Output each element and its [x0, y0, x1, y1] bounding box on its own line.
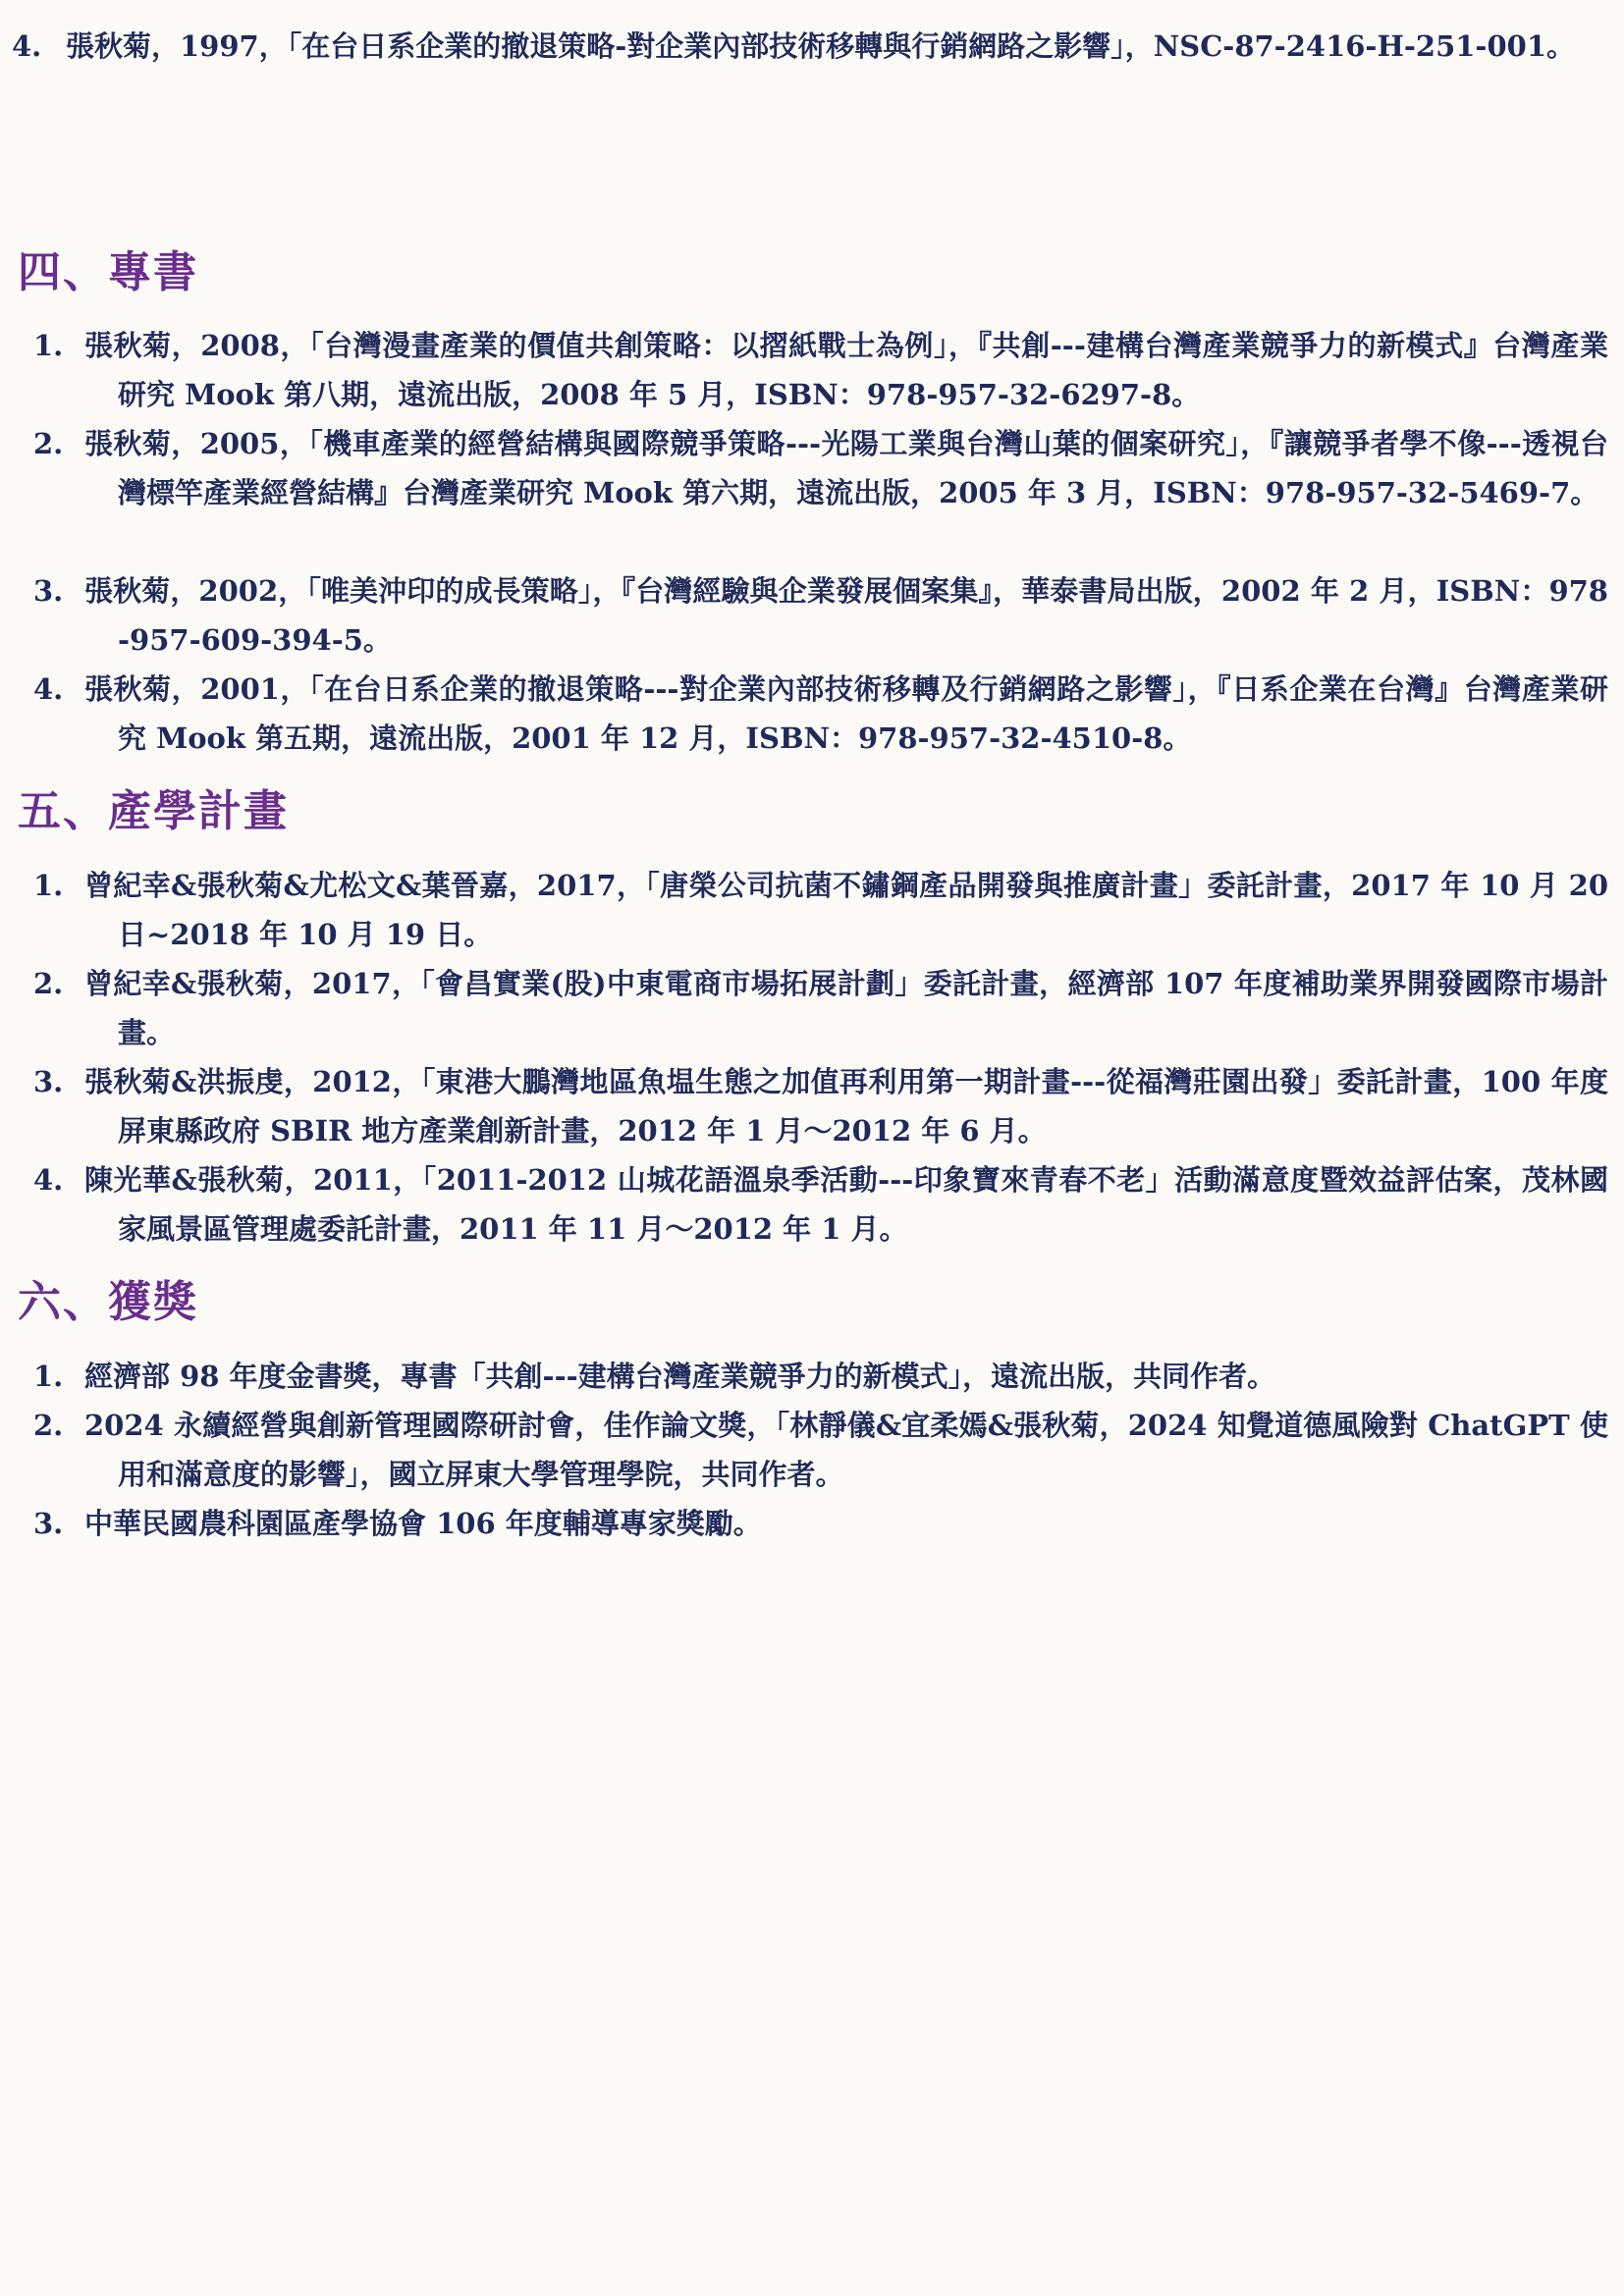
section-heading-books: 四、專書 — [18, 247, 198, 297]
list-item — [33, 419, 1608, 517]
item-text: 張秋菊，2001，「在台日系企業的撤退策略---對企業內部技術移轉及行銷網路之影響」，『日系企業在台灣』台灣產業研究 Mook 第五期，遠流出版，2001 年 12 月，ISBN：978-957-32-4510-8。 — [84, 672, 1608, 755]
list-item — [33, 665, 1608, 763]
list-item — [33, 861, 1608, 959]
item-text: 經濟部 98 年度金書獎，專書「共創---建構台灣產業競爭力的新模式」，遠流出版，共同作者。 — [84, 1360, 1276, 1393]
list-item — [33, 1401, 1608, 1499]
item-number: 4. — [33, 672, 64, 706]
list-item — [12, 22, 1608, 71]
item-text: 曾紀幸&張秋菊&尤松文&葉晉嘉，2017，「唐榮公司抗菌不鏽鋼產品開發與推廣計畫」委託計畫，2017 年 10 月 20 日~2018 年 10 月 19 日。 — [84, 869, 1608, 951]
item-number: 1. — [33, 1360, 64, 1393]
item-number: 2. — [33, 427, 64, 460]
item-text: 張秋菊，2008，「台灣漫畫產業的價值共創策略：以摺紙戰士為例」，『共創---建構台灣產業競爭力的新模式』台灣產業研究 Mook 第八期，遠流出版，2008 年 5 月，ISBN：978-957-32-6297-8。 — [84, 329, 1608, 411]
item-number: 3. — [33, 1507, 64, 1540]
item-text: 張秋菊，2002，「唯美沖印的成長策略」，『台灣經驗與企業發展個案集』，華泰書局出版，2002 年 2 月，ISBN：978-957-609-394-5。 — [84, 574, 1608, 657]
list-item — [33, 959, 1608, 1057]
list-item — [33, 321, 1608, 419]
list-item — [33, 1155, 1608, 1254]
list-item — [33, 1499, 1608, 1548]
section-heading-industry-projects: 五、產學計畫 — [18, 786, 289, 836]
item-text: 2024 永續經營與創新管理國際研討會，佳作論文獎，「林靜儀&宜柔嫣&張秋菊，2024 知覺道德風險對 ChatGPT 使用和滿意度的影響」，國立屏東大學管理學院，共同作者。 — [84, 1409, 1608, 1491]
item-number: 3. — [33, 574, 64, 608]
item-number: 2. — [33, 1409, 64, 1442]
item-number: 1. — [33, 329, 64, 362]
item-text: 中華民國農科園區產學協會 106 年度輔導專家獎勵。 — [84, 1507, 762, 1540]
item-text: 張秋菊，1997，「在台日系企業的撤退策略-對企業內部技術移轉與行銷網路之影響」，NSC-87-2416-H-251-001。 — [66, 29, 1576, 63]
item-text: 曾紀幸&張秋菊，2017，「會昌實業(股)中東電商市場拓展計劃」委託計畫，經濟部 107 年度補助業界開發國際市場計畫。 — [84, 967, 1608, 1049]
item-text: 張秋菊，2005，「機車產業的經營結構與國際競爭策略---光陽工業與台灣山葉的個案研究」，『讓競爭者學不像---透視台灣標竿產業經營結構』台灣產業研究 Mook 第六期，遠流出版，2005 年 3 月，ISBN：978-957-32-5469-7。 — [84, 427, 1608, 509]
item-number: 2. — [33, 967, 64, 1000]
item-text: 陳光華&張秋菊，2011，「2011-2012 山城花語溫泉季活動---印象寶來青春不老」活動滿意度暨效益評估案，茂林國家風景區管理處委託計畫，2011 年 11 月～2012 年 1 月。 — [84, 1163, 1608, 1246]
item-number: 4. — [33, 1163, 64, 1197]
item-number: 4. — [12, 29, 42, 63]
item-text: 張秋菊&洪振虔，2012，「東港大鵬灣地區魚塭生態之加值再利用第一期計畫---從福灣莊園出發」委託計畫，100 年度屏東縣政府 SBIR 地方產業創新計畫，2012 年 1 月～2012 年 6 月。 — [84, 1065, 1608, 1148]
item-number: 3. — [33, 1065, 64, 1098]
list-item — [33, 1352, 1608, 1401]
item-number: 1. — [33, 869, 64, 902]
section-heading-awards: 六、獲獎 — [18, 1277, 198, 1327]
list-item — [33, 566, 1608, 665]
list-item — [33, 1057, 1608, 1155]
